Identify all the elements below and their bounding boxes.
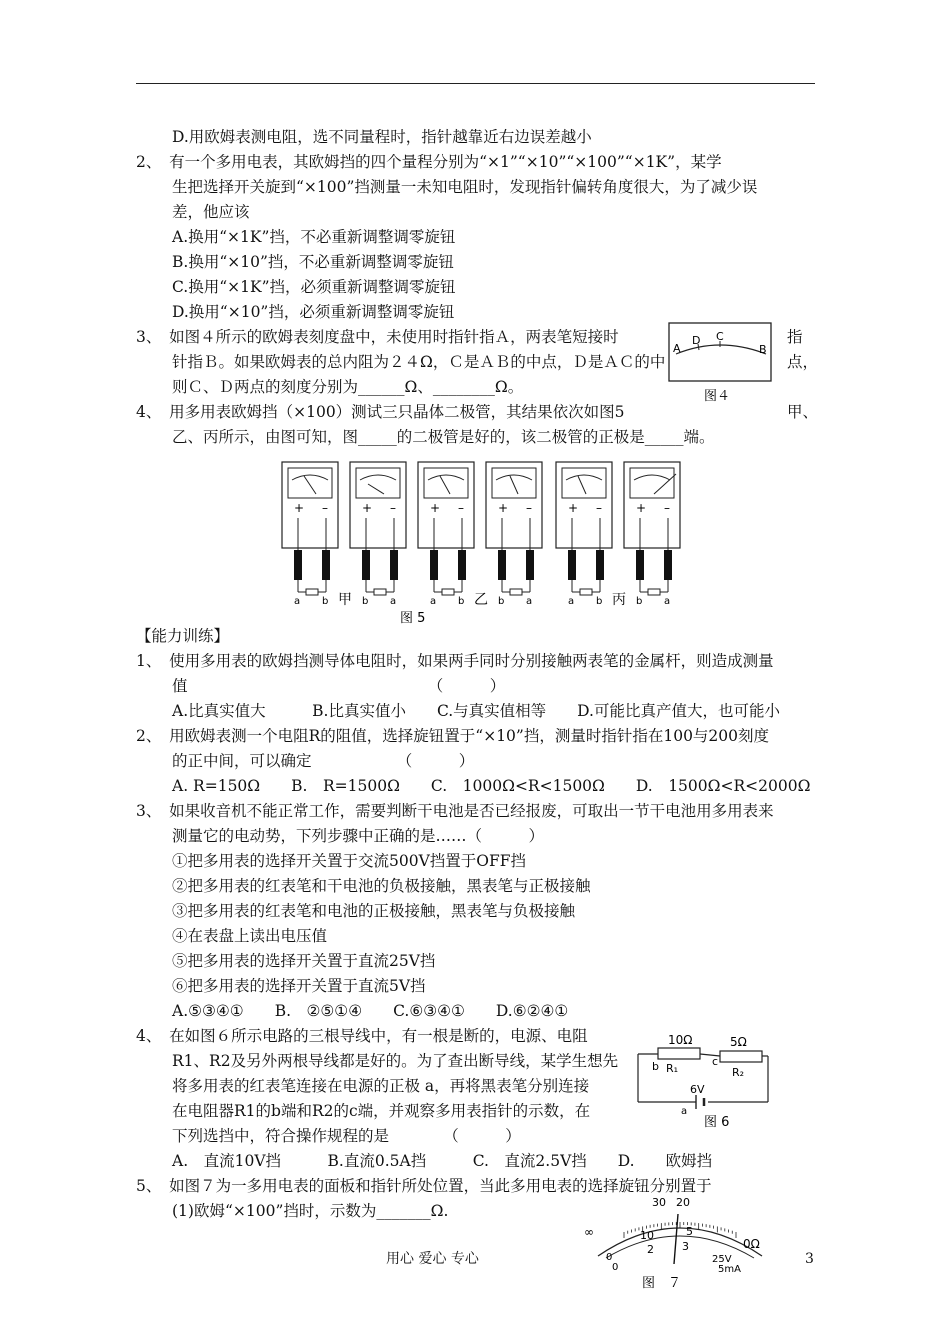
page-number: 3 [805, 1251, 814, 1267]
step-6: ⑥把多用表的选择开关置于直流5V挡 [172, 977, 426, 995]
text-line: 甲、 [787, 403, 819, 421]
plus-terminal: + [636, 501, 647, 515]
step-2: ②把多用表的红表笔和干电池的负极接触，黑表笔与正极接触 [172, 877, 591, 895]
question-4: 4、 在如图６所示电路的三根导线中，有一根是断的，电源、电阻 [136, 1027, 588, 1045]
meter-window [630, 468, 674, 498]
figure-6-caption: 图 6 [704, 1115, 730, 1130]
r1-value: 10Ω [668, 1033, 693, 1047]
question-3: 3、 如图４所示的欧姆表刻度盘中，未使用时指针指Ａ，两表笔短接时 [136, 328, 619, 346]
question-4: 4、 用多用表欧姆挡（×100）测试三只晶体二极管，其结果依次如图5 [136, 403, 625, 421]
diode-tag: 丙 [612, 592, 626, 608]
probe-right [390, 550, 398, 580]
terminal-label: a [664, 596, 671, 607]
label-zero: 0 [606, 1252, 613, 1263]
minus-terminal: – [390, 501, 396, 515]
option-c: C.换用“×1K”挡，必须重新调整调零旋钮 [172, 278, 456, 296]
pointer [674, 1214, 678, 1264]
terminal-label: b [498, 596, 505, 607]
diode [510, 589, 522, 595]
meter-scale [292, 475, 328, 480]
text-line: 测量它的电动势，下列步骤中正确的是……（ ） [172, 827, 545, 845]
probe-left [294, 550, 302, 580]
probe-left [498, 550, 506, 580]
question-1: 1、 使用多用表的欧姆挡测导体电阻时，如果两手同时分别接触两表笔的金属杆，则造成测量 [136, 652, 774, 670]
probe-left [636, 550, 644, 580]
probe-right [664, 550, 672, 580]
label-b: B [759, 343, 767, 356]
meter-scale [428, 475, 464, 480]
label-d: D [692, 334, 701, 347]
meter-scale [634, 475, 670, 480]
diode-tag: 乙 [474, 592, 488, 608]
figure-5 [276, 458, 686, 628]
figure-7 [584, 1192, 774, 1300]
plus-terminal: + [362, 501, 373, 515]
step-3: ③把多用表的红表笔和电池的正极接触，黑表笔与负极接触 [172, 902, 576, 920]
diode-tag: 甲 [338, 592, 352, 608]
minus-terminal: – [596, 501, 602, 515]
probe-right [526, 550, 534, 580]
figure-4-caption: 图４ [704, 389, 731, 402]
label-zero-ohm: 0Ω [743, 1237, 760, 1251]
label-r2: R₂ [732, 1066, 745, 1079]
text-line: 差，他应该 [172, 203, 250, 221]
text-line: R1、R2及另外两根导线都是好的。为了查出断导线，某学生想先 [172, 1052, 619, 1070]
minus-terminal: – [322, 501, 328, 515]
minus-terminal: – [664, 501, 670, 515]
probe-right [458, 550, 466, 580]
label-5: 5 [686, 1225, 693, 1238]
meter-needle [578, 476, 586, 494]
text-line: 针指Ｂ。如果欧姆表的总内阻为２４Ω，Ｃ是ＡＢ的中点，Ｄ是ＡＣ的中 [172, 353, 666, 371]
meter-window [492, 468, 536, 498]
label-infinity: ∞ [584, 1225, 594, 1239]
resistor-r2 [720, 1051, 762, 1062]
meter-needle [440, 476, 450, 494]
meter-needle [510, 476, 518, 494]
text-line: 点， [787, 353, 819, 371]
text-line: 在电阻器R1的b端和R2的c端，并观察多用表指针的示数，在 [172, 1102, 591, 1120]
text-line: 将多用表的红表笔连接在电源的正极 a，再将黑表笔分别连接 [172, 1077, 590, 1095]
text-line: 指 [787, 328, 803, 346]
meter-window [356, 468, 400, 498]
option-b: B.换用“×10”挡，不必重新调整调零旋钮 [172, 253, 454, 271]
text-line: D.用欧姆表测电阻，选不同量程时，指针越靠近右边误差越小 [172, 128, 592, 146]
figure-4 [668, 322, 774, 402]
diode [442, 589, 454, 595]
text-line: 的正中间，可以确定 （ ） [172, 752, 475, 770]
meter-needle [304, 476, 316, 494]
label-c: C [716, 330, 724, 343]
terminal-label: b [362, 596, 369, 607]
text-line: 乙、丙所示，由图可知，图_____的二极管是好的，该二极管的正极是_____端。 [172, 428, 715, 446]
meter-window [288, 468, 332, 498]
terminal-label: a [430, 596, 437, 607]
label-3: 3 [682, 1240, 689, 1253]
terminal-label: b [636, 596, 643, 607]
label-30: 30 [652, 1196, 666, 1209]
diode [580, 589, 592, 595]
plus-terminal: + [294, 501, 305, 515]
meter-needle [654, 474, 676, 494]
step-1: ①把多用表的选择开关置于交流500V挡置于OFF挡 [172, 852, 526, 870]
meter-scale [496, 475, 532, 480]
label-b: b [652, 1060, 659, 1073]
plus-terminal: + [430, 501, 441, 515]
terminal-label: a [294, 596, 301, 607]
terminal-label: a [526, 596, 533, 607]
terminal-label: a [568, 596, 575, 607]
meter-scale [360, 475, 396, 480]
figure-6 [634, 1030, 774, 1130]
question-2: 2、 有一个多用电表，其欧姆挡的四个量程分别为“×1”“×10”“×100”“×1K”，某学 [136, 153, 722, 171]
options-line: A. 直流10V挡 B.直流0.5A挡 C. 直流2.5V挡 D. 欧姆挡 [172, 1152, 713, 1170]
label-a: A [673, 342, 681, 355]
probe-left [430, 550, 438, 580]
text-line: (1)欧姆“×100”挡时，示数为_______Ω. [172, 1202, 449, 1220]
resistor-r1 [658, 1048, 700, 1059]
header-rule [136, 83, 815, 84]
terminal-label: b [596, 596, 603, 607]
footer-motto: 用心 爱心 专心 [386, 1251, 479, 1267]
plus-terminal: + [498, 501, 509, 515]
probe-right [596, 550, 604, 580]
label-zero: 0 [612, 1262, 619, 1273]
text-line: 值 （ ） [172, 677, 506, 695]
diode [648, 589, 660, 595]
r2-value: 5Ω [730, 1035, 747, 1049]
minus-terminal: – [526, 501, 532, 515]
text-line: 下列选挡中，符合操作规程的是 （ ） [172, 1127, 521, 1145]
option-d: D.换用“×10”挡，必须重新调整调零旋钮 [172, 303, 455, 321]
label-2: 2 [647, 1243, 654, 1256]
options-line: A. R=150Ω B. R=1500Ω C. 1000Ω<R<1500Ω D. 1500Ω<R<2000Ω [172, 777, 811, 795]
question-2: 2、 用欧姆表测一个电阻R的阻值，选择旋钮置于“×10”挡，测量时指针指在100与200刻度 [136, 727, 770, 745]
label-20: 20 [676, 1196, 690, 1209]
minus-terminal: – [458, 501, 464, 515]
question-3: 3、 如果收音机不能正常工作，需要判断干电池是否已经报废，可取出一节干电池用多用表来 [136, 802, 774, 820]
meter-scale [566, 475, 602, 480]
diode [306, 589, 318, 595]
step-4: ④在表盘上读出电压值 [172, 927, 328, 945]
question-5: 5、 如图７为一多用电表的面板和指针所处位置，当此多用电表的选择旋钮分别置于 [136, 1177, 712, 1195]
text-line: 生把选择开关旋到“×100”挡测量一未知电阻时，发现指针偏转角度很大，为了减少误 [172, 178, 758, 196]
figure-5-caption: 图 5 [400, 611, 426, 626]
meter-window [424, 468, 468, 498]
diode [374, 589, 386, 595]
option-a: A.换用“×1K”挡，不必重新调整调零旋钮 [172, 228, 456, 246]
step-5: ⑤把多用表的选择开关置于直流25V挡 [172, 952, 436, 970]
terminal-label: b [322, 596, 329, 607]
outer-scale-arc [598, 1228, 762, 1256]
terminal-label: b [458, 596, 465, 607]
probe-left [568, 550, 576, 580]
meter-needle [368, 484, 384, 494]
text-line: 则Ｃ、Ｄ两点的刻度分别为______Ω、________Ω。 [172, 378, 524, 396]
label-r1: R₁ [666, 1062, 679, 1075]
figure-7-caption: 图 ７ [642, 1276, 682, 1291]
dial-arc [676, 345, 766, 354]
label-25v: 25V [712, 1254, 732, 1265]
plus-terminal: + [568, 501, 579, 515]
section-heading: 【能力训练】 [136, 627, 230, 645]
meter-window [562, 468, 606, 498]
probe-left [362, 550, 370, 580]
options-line: A.比真实值大 B.比真实值小 C.与真实值相等 D.可能比真产值大，也可能小 [172, 702, 780, 720]
emf-label: 6V [690, 1083, 705, 1096]
options-line: A.⑤③④① B. ②⑤①④ C.⑥③④① D.⑥②④① [172, 1002, 569, 1020]
label-a: a [681, 1106, 688, 1117]
terminal-label: a [390, 596, 397, 607]
probe-right [322, 550, 330, 580]
label-5ma: 5mA [718, 1264, 741, 1275]
label-c: c [712, 1055, 719, 1068]
label-10: 10 [640, 1229, 654, 1242]
